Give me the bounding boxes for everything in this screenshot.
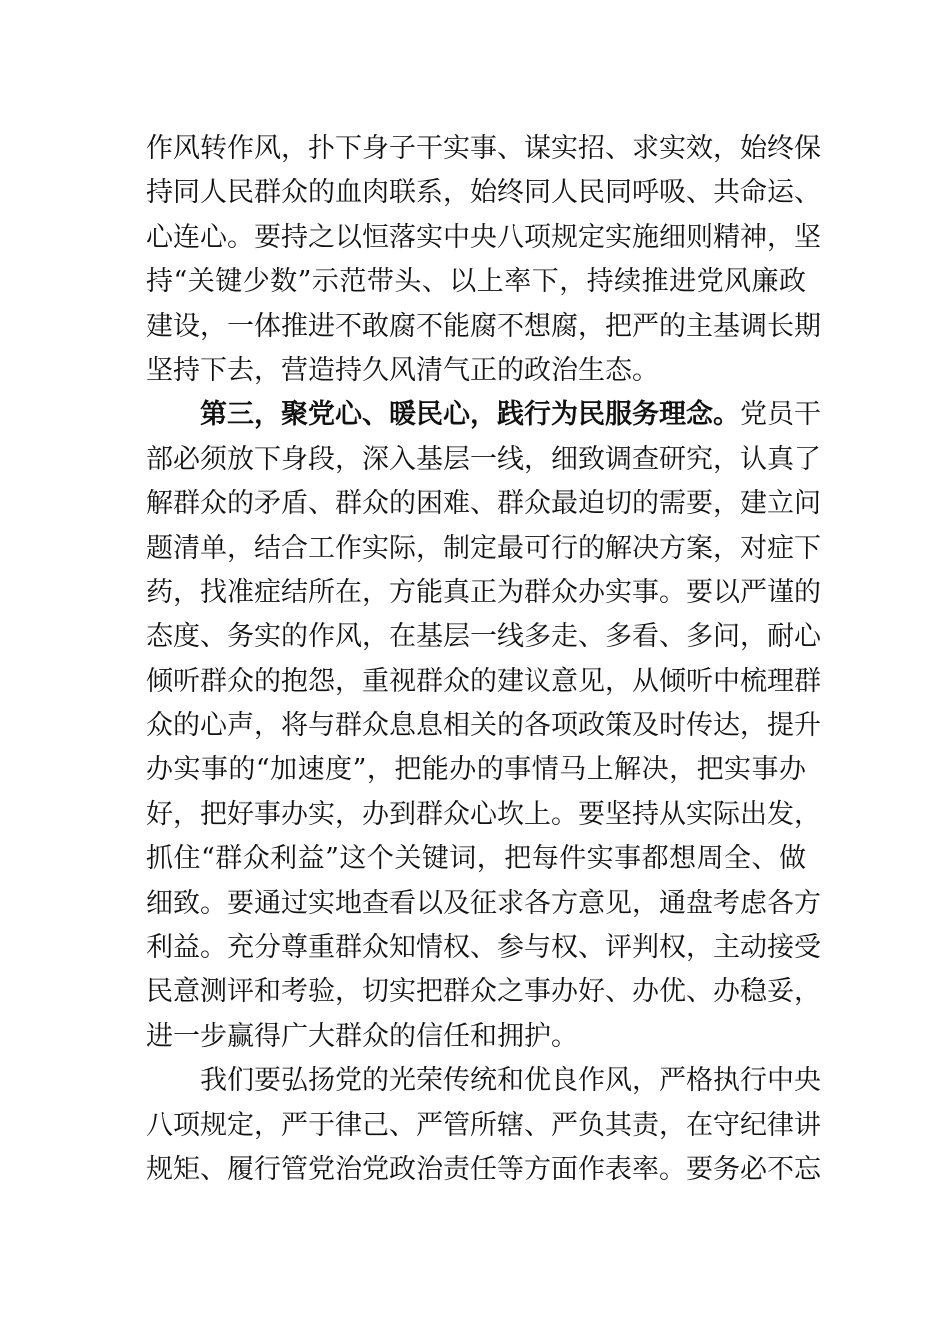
paragraph-2 — [146, 393, 821, 1059]
text-line: 抓住“群众利益”这个关键词，把每件实事都想周全、做 — [146, 843, 806, 875]
text-line: 作风转作风，扑下身子干实事、谋实招、求实效，始终保 — [146, 133, 821, 164]
text-line: 解群众的矛盾、群众的困难、群众最迫切的需要，建立问 — [146, 488, 821, 520]
text-line: 规矩、履行管党治党政治责任等方面作表率。要务必不忘 — [146, 1153, 821, 1185]
text-line — [146, 393, 821, 437]
text-line: 态度、务实的作风，在基层一线多走、多看、多问，耐心 — [146, 621, 821, 653]
text-line: 部必须放下身段，深入基层一线，细致调查研究，认真了 — [146, 443, 821, 475]
text-line: 办实事的“加速度”，把能办的事情马上解决，把实事办 — [146, 754, 806, 786]
paragraph-1 — [146, 127, 821, 393]
text-line: 建设，一体推进不敢腐不能腐不想腐，把严的主基调长期 — [146, 310, 821, 342]
text-line: 民意测评和考验，切实把群众之事办好、办优、办稳妥， — [146, 976, 821, 1008]
text-line: 我们要弘扬党的光荣传统和优良作风，严格执行中央 — [200, 1065, 821, 1097]
text-run: 党员干 — [740, 399, 821, 431]
text-line: 题清单，结合工作实际，制定最可行的解决方案，对症下 — [146, 532, 821, 564]
text-line: 坚持下去，营造持久风清气正的政治生态。 — [146, 354, 659, 386]
text-line: 药，找准症结所在，方能真正为群众办实事。要以严谨的 — [146, 576, 821, 608]
text-line: 利益。充分尊重群众知情权、参与权、评判权，主动接受 — [146, 932, 821, 964]
text-line: 持同人民群众的血肉联系，始终同人民同呼吸、共命运、 — [146, 177, 821, 209]
text-line: 倾听群众的抱怨，重视群众的建议意见，从倾听中梳理群 — [146, 665, 821, 697]
section-heading: 第三，聚党心、暖民心，践行为民服务理念。 — [200, 399, 740, 431]
text-line: 进一步赢得广大群众的信任和拥护。 — [146, 1020, 578, 1052]
text-line: 持“关键少数”示范带头、以上率下，持续推进党风廉政 — [146, 266, 806, 298]
text-line: 好，把好事办实，办到群众心坎上。要坚持从实际出发， — [146, 798, 821, 830]
paragraph-3 — [146, 1059, 821, 1192]
text-line: 八项规定，严于律己、严管所辖、严负其责，在守纪律讲 — [146, 1109, 821, 1141]
text-line: 心连心。要持之以恒落实中央八项规定实施细则精神，坚 — [146, 221, 821, 253]
text-line: 细致。要通过实地查看以及征求各方意见，通盘考虑各方 — [146, 887, 821, 919]
document-page — [146, 127, 821, 1192]
text-line: 众的心声，将与群众息息相关的各项政策及时传达，提升 — [146, 710, 821, 742]
